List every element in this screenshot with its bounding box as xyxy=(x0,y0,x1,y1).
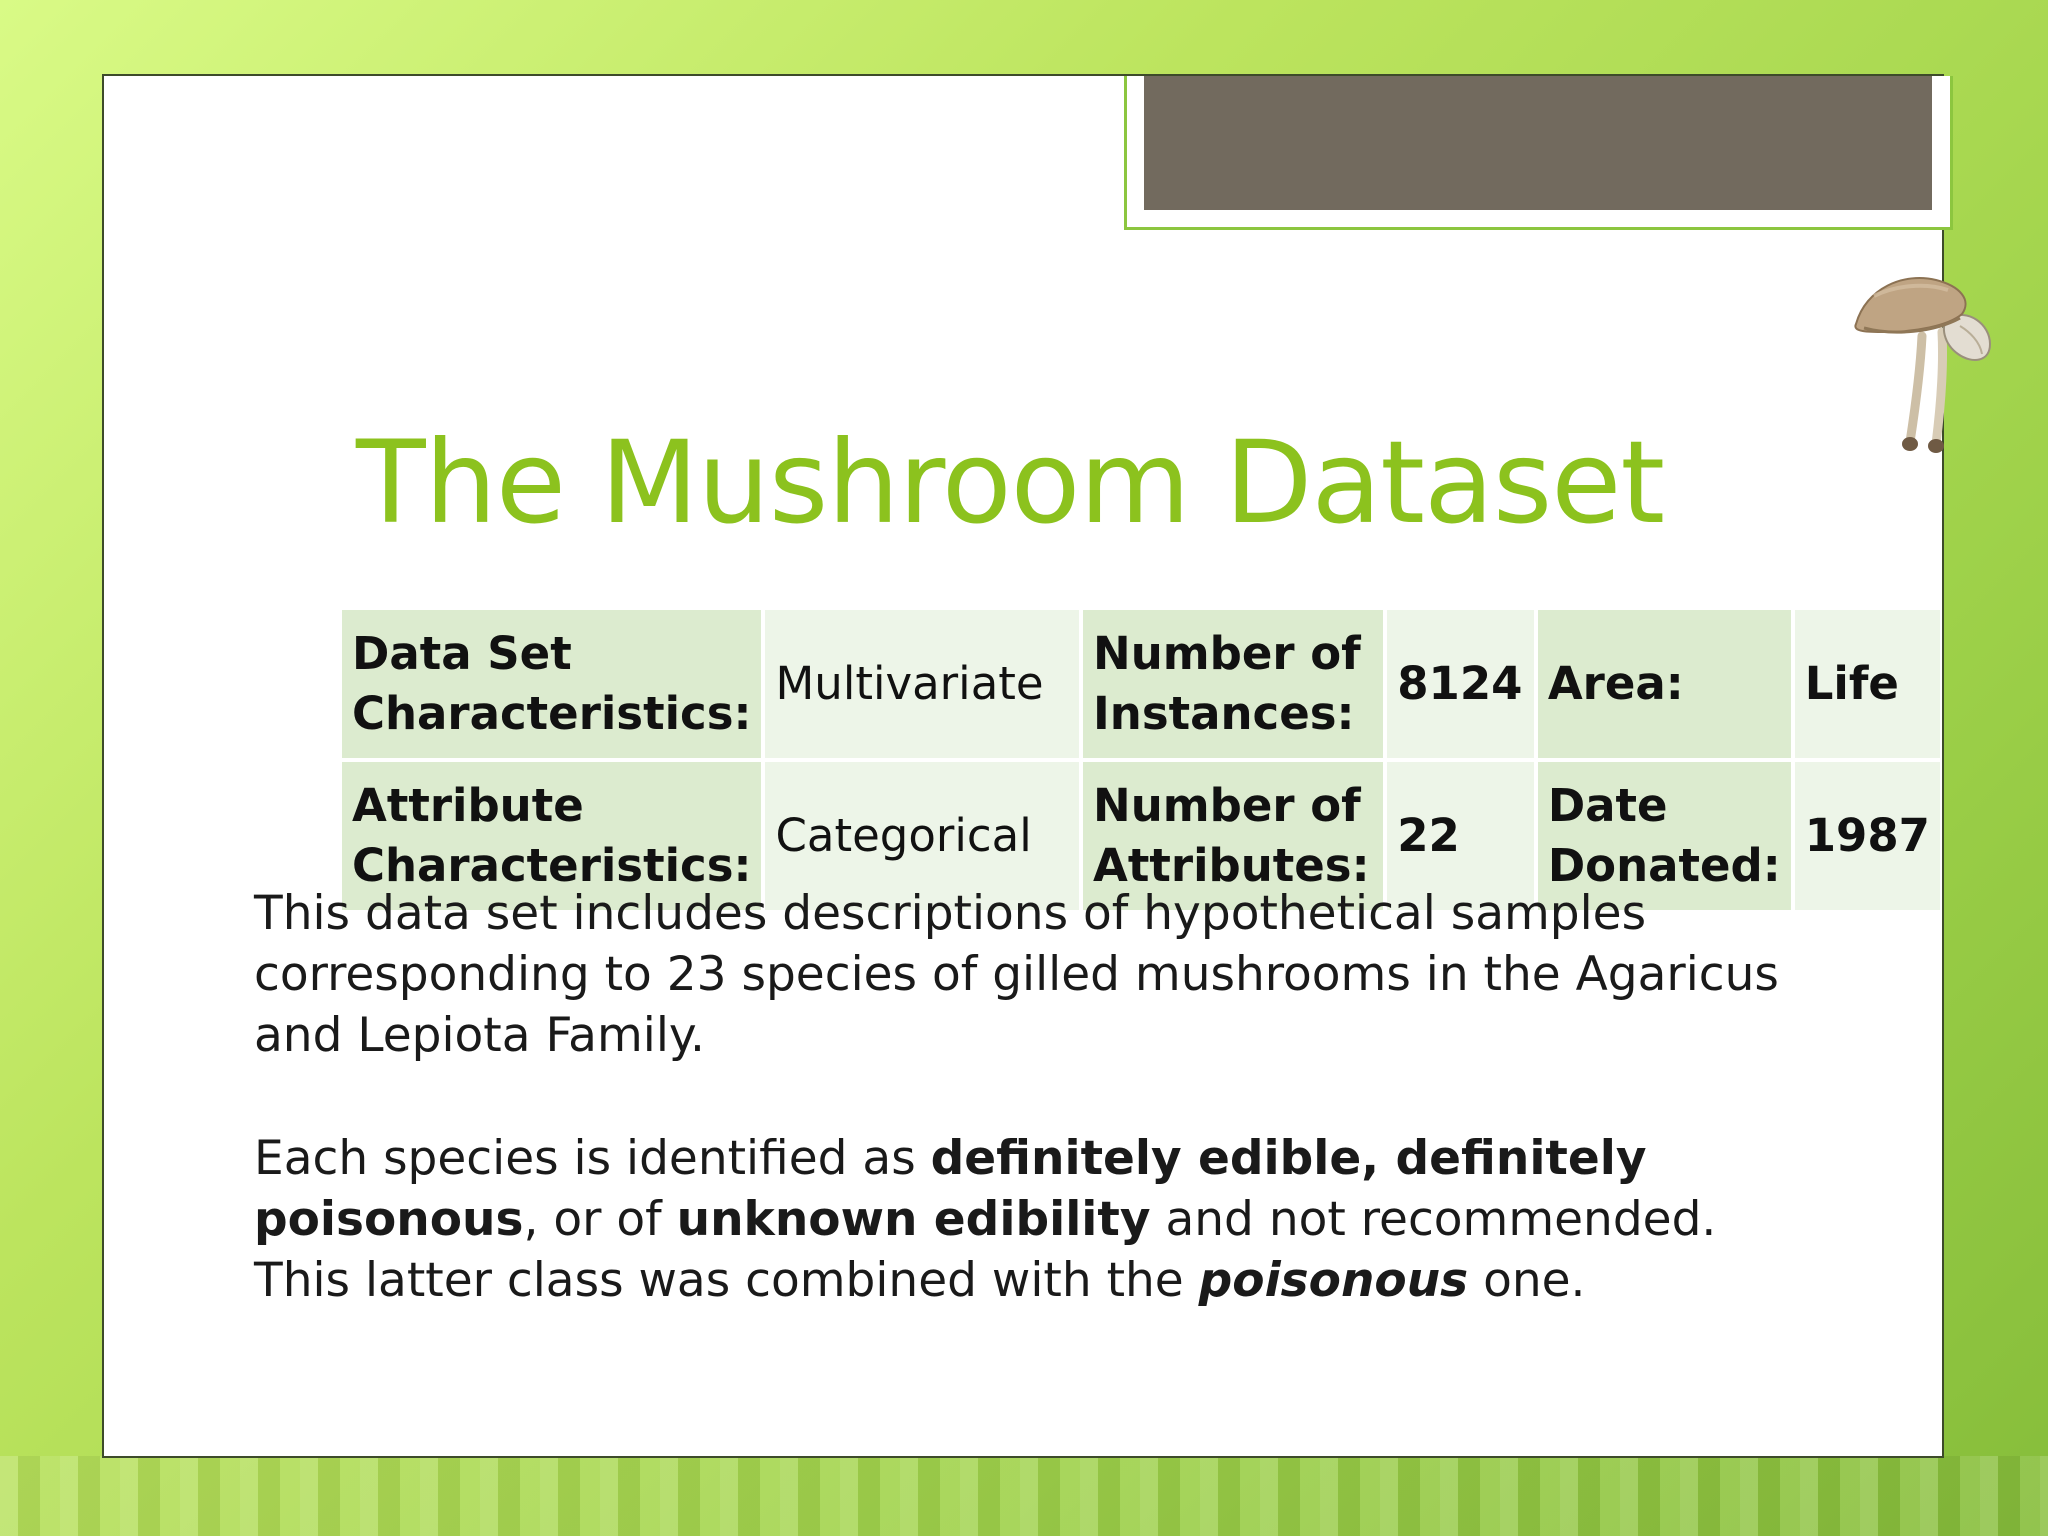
mushroom-image xyxy=(1844,266,2004,456)
classes-intro-text: Each species is identified as xyxy=(254,1131,931,1186)
table-cell-label: Area: xyxy=(1538,610,1791,758)
table-cell-value: Categorical xyxy=(765,762,1079,910)
background-stripes xyxy=(0,1456,2048,1536)
unknown-edibility-emphasis: unknown edibility xyxy=(676,1192,1151,1247)
one-text: one. xyxy=(1468,1253,1586,1308)
table-cell-label: Data Set Characteristics: xyxy=(342,610,761,758)
table-row xyxy=(342,610,1940,758)
table-cell-value: Life xyxy=(1795,610,1940,758)
classes-paragraph xyxy=(254,1128,1814,1311)
latter-class-text: This latter class was combined with the xyxy=(254,1253,1199,1308)
table-cell-value: 22 xyxy=(1387,762,1534,910)
table-cell-value: 8124 xyxy=(1387,610,1534,758)
table-cell-label: Number of Instances: xyxy=(1083,610,1383,758)
table-cell-value: Multivariate xyxy=(765,610,1079,758)
description-paragraph: This data set includes descriptions of hypothetical samples corresponding to 23 species of gilled mushrooms in the Agaricus and Lepiota Family. xyxy=(254,886,1779,1063)
table-cell-label: Attribute Characteristics: xyxy=(342,762,761,910)
table-cell-value: 1987 xyxy=(1795,762,1940,910)
or-of-text: , or of xyxy=(523,1192,677,1247)
table-cell-label: Date Donated: xyxy=(1538,762,1791,910)
not-recommended-text: and not recommended. xyxy=(1150,1192,1717,1247)
edible-poisonous-emphasis: definitely edible, definitely poisonous xyxy=(254,1131,1647,1247)
page-title: The Mushroom Dataset xyxy=(356,416,1665,549)
poisonous-emphasis: poisonous xyxy=(1198,1253,1469,1308)
header-tab-block xyxy=(1144,76,1932,210)
dataset-info-table xyxy=(338,606,1944,914)
table-cell-label: Number of Attributes: xyxy=(1083,762,1383,910)
